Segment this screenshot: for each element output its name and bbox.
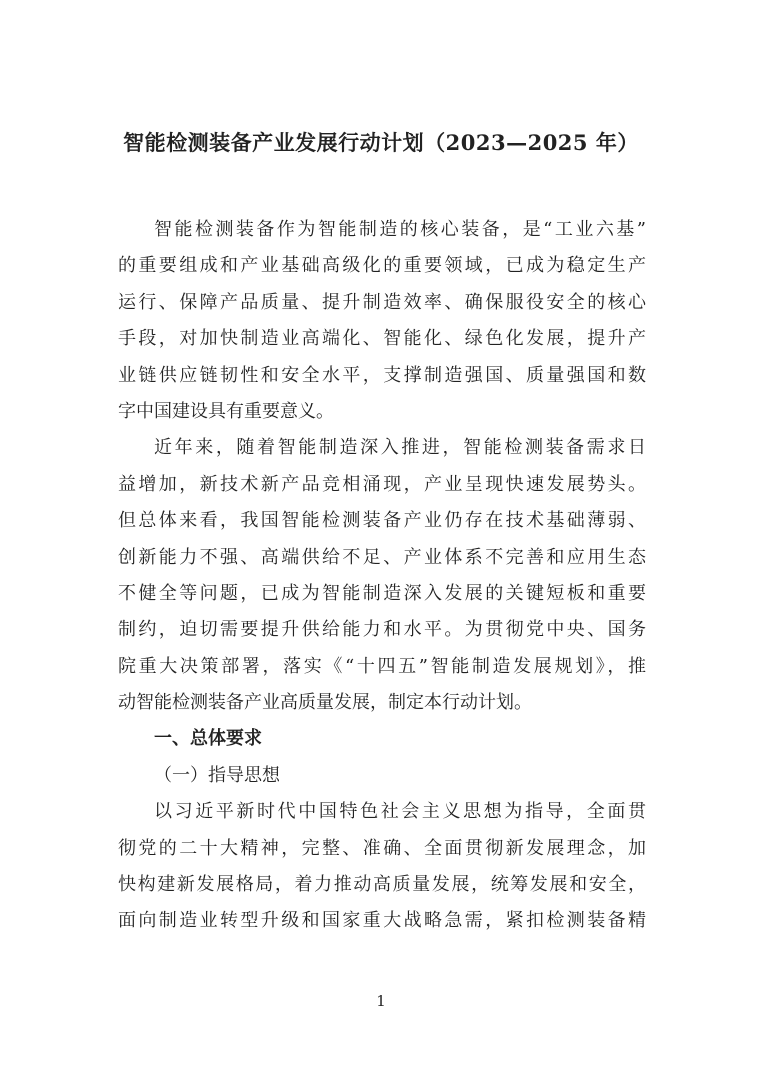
paragraph-line: 的重要组成和产业基础高级化的重要领域，已成为稳定生产	[118, 255, 646, 277]
paragraph-line: 制约，迫切需要提升供给能力和水平。为贯彻党中央、国务	[118, 619, 646, 641]
paragraph-line: 创新能力不强、高端供给不足、产业体系不完善和应用生态	[118, 546, 646, 568]
paragraph-line: 手段，对加快制造业高端化、智能化、绿色化发展，提升产	[118, 328, 646, 350]
paragraph-line: 不健全等问题，已成为智能制造深入发展的关键短板和重要	[118, 582, 646, 604]
section-heading: 一、总体要求	[154, 728, 262, 750]
paragraph-line: 快构建新发展格局，着力推动高质量发展，统筹发展和安全，	[118, 874, 646, 896]
subsection-heading: （一）指导思想	[154, 764, 280, 786]
page-number: 1	[376, 992, 386, 1010]
paragraph-line: 彻党的二十大精神，完整、准确、全面贯彻新发展理念，加	[118, 837, 646, 859]
paragraph-line: 业链供应链韧性和安全水平，支撑制造强国、质量强国和数	[118, 364, 646, 386]
paragraph-line: 以习近平新时代中国特色社会主义思想为指导，全面贯	[154, 801, 646, 823]
paragraph-line: 面向制造业转型升级和国家重大战略急需，紧扣检测装备精	[118, 910, 646, 932]
paragraph-line: 字中国建设具有重要意义。	[118, 400, 334, 422]
paragraph-line: 但总体来看，我国智能检测装备产业仍存在技术基础薄弱、	[118, 510, 646, 532]
paragraph-line: 智能检测装备作为智能制造的核心装备，是“工业六基”	[154, 219, 646, 240]
paragraph-line: 益增加，新技术新产品竞相涌现，产业呈现快速发展势头。	[118, 473, 646, 495]
paragraph-line: 近年来，随着智能制造深入推进，智能检测装备需求日	[154, 437, 646, 459]
paragraph-line: 运行、保障产品质量、提升制造效率、确保服役安全的核心	[118, 291, 646, 313]
document-title: 智能检测装备产业发展行动计划（2023—2025 年）	[123, 130, 639, 155]
document-body	[118, 212, 646, 940]
paragraph-line: 院重大决策部署，落实《“十四五”智能制造发展规划》，推	[118, 655, 646, 677]
paragraph-line: 动智能检测装备产业高质量发展，制定本行动计划。	[118, 692, 532, 714]
